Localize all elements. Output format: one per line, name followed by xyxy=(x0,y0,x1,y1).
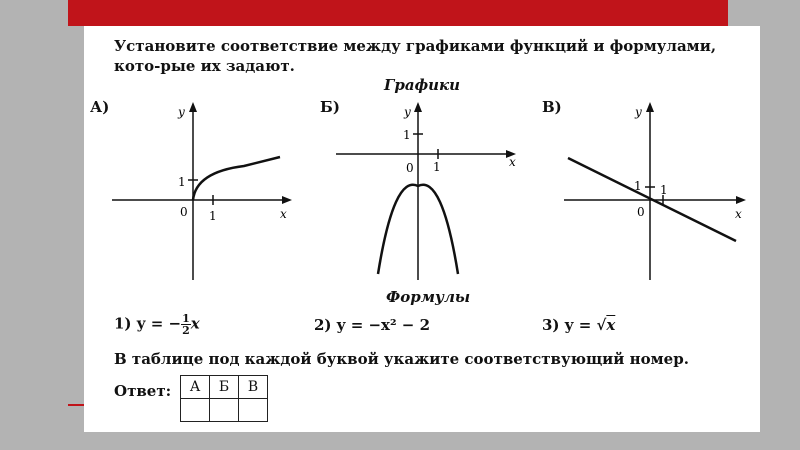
answer-header-a: А xyxy=(181,376,210,399)
graph-c-x-label: x xyxy=(735,207,742,221)
graph-b xyxy=(334,96,524,286)
answer-cell-a[interactable] xyxy=(181,399,210,422)
answer-header-row xyxy=(181,376,268,399)
graph-a-tick-y-label: 1 xyxy=(178,175,186,189)
top-red-bar xyxy=(68,0,728,26)
graph-b-origin: 0 xyxy=(406,161,414,175)
worksheet xyxy=(84,26,760,432)
formula-3 xyxy=(542,316,615,334)
formula-3-lead: 3) y = √ xyxy=(542,316,607,334)
graph-a xyxy=(104,98,294,286)
formula-1 xyxy=(114,313,200,336)
graph-a-y-label: y xyxy=(178,105,185,119)
graph-c-origin: 0 xyxy=(637,205,645,219)
formula-1-fraction xyxy=(181,313,191,336)
graph-a-x-arrow xyxy=(282,196,292,204)
graph-c-tick-y-label: 1 xyxy=(634,179,642,193)
graph-b-y-label: y xyxy=(404,105,411,119)
formula-1-numerator: 1 xyxy=(182,312,190,325)
graph-a-x-label: x xyxy=(280,207,287,221)
graph-c-tick-x-label: 1 xyxy=(660,183,668,197)
graph-b-letter: Б) xyxy=(320,98,340,116)
graph-c-y-arrow xyxy=(646,102,654,112)
graph-c-y-label: y xyxy=(635,105,642,119)
graph-a-curve xyxy=(193,157,280,200)
graph-b-tick-x-label: 1 xyxy=(433,160,441,174)
answer-header-c: В xyxy=(239,376,268,399)
answer-cell-c[interactable] xyxy=(239,399,268,422)
formula-2: 2) y = −x² − 2 xyxy=(314,316,431,334)
formula-3-tail: x xyxy=(606,316,616,334)
answer-table xyxy=(180,375,268,422)
graph-a-y-arrow xyxy=(189,102,197,112)
answer-cell-b[interactable] xyxy=(210,399,239,422)
formula-1-tail: x xyxy=(190,314,200,333)
graph-b-x-label: x xyxy=(509,155,516,169)
graph-b-tick-y-label: 1 xyxy=(403,128,411,142)
formula-1-denominator: 2 xyxy=(182,324,190,337)
answer-label: Ответ: xyxy=(114,382,172,400)
answer-header-b: Б xyxy=(210,376,239,399)
graph-a-letter: А) xyxy=(90,98,110,116)
graph-c xyxy=(558,98,754,286)
formula-1-lead: 1) y = − xyxy=(114,314,182,333)
graph-a-tick-x-label: 1 xyxy=(209,209,217,223)
answer-input-row xyxy=(181,399,268,422)
task-text: Установите соответствие между графиками функций и формулами, кото-рые их задают. xyxy=(114,37,717,75)
graph-c-letter: В) xyxy=(542,98,562,116)
graphs-title: Графики xyxy=(384,76,461,94)
graph-a-origin: 0 xyxy=(180,205,188,219)
graph-b-y-arrow xyxy=(414,102,422,112)
graph-c-x-arrow xyxy=(736,196,746,204)
instruction-text: В таблице под каждой буквой укажите соответствующий номер. xyxy=(114,350,689,368)
formulas-title: Формулы xyxy=(386,288,471,306)
